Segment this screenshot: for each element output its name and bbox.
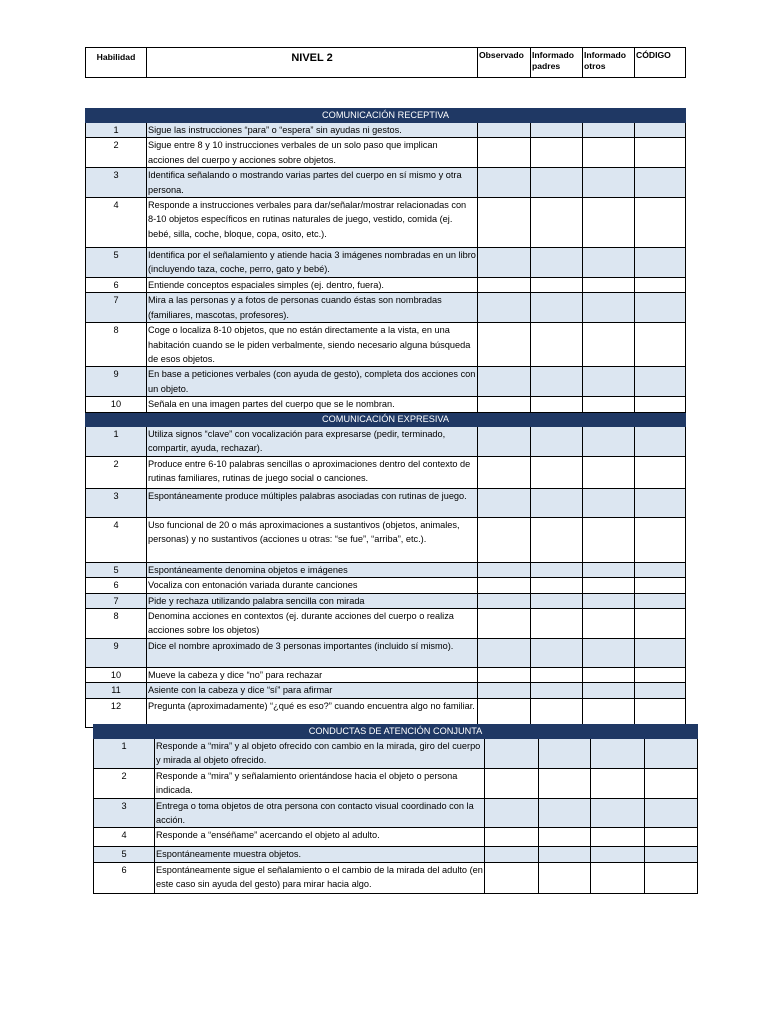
item-number: 7 [86, 293, 147, 323]
observado-cell[interactable] [478, 488, 531, 517]
informado-padres-cell[interactable] [531, 608, 583, 638]
table-row [94, 862, 698, 893]
item-text: Responde a “mira” y al objeto ofrecido con cambio en la mirada, giro del cuerpo y mirada al objeto ofrecido. [155, 739, 485, 769]
observado-cell[interactable] [478, 138, 531, 168]
observado-cell[interactable] [485, 847, 539, 862]
observado-cell[interactable] [478, 367, 531, 397]
table-row [86, 456, 686, 488]
item-number: 6 [94, 862, 155, 893]
table-row [86, 367, 686, 397]
codigo-cell[interactable] [635, 323, 686, 367]
section-title: COMUNICACIÓN EXPRESIVA [86, 412, 686, 426]
informado-padres-cell[interactable] [531, 367, 583, 397]
header-habilidad: Habilidad [86, 48, 147, 78]
informado-padres-cell[interactable] [531, 698, 583, 727]
codigo-cell[interactable] [635, 456, 686, 488]
item-number: 5 [94, 847, 155, 862]
table-row [86, 168, 686, 198]
observado-cell[interactable] [478, 198, 531, 248]
observado-cell[interactable] [478, 278, 531, 293]
informado-padres-cell[interactable] [539, 798, 591, 828]
item-text: Uso funcional de 20 o más aproximaciones a sustantivos (objetos, animales, personas) y no sustantivos (acciones u otras: “se fue”, “arriba”, etc.). [147, 517, 478, 562]
informado-otros-cell[interactable] [591, 798, 645, 828]
informado-otros-cell[interactable] [583, 608, 635, 638]
observado-cell[interactable] [485, 862, 539, 893]
codigo-cell[interactable] [635, 578, 686, 593]
item-number: 7 [86, 593, 147, 608]
informado-otros-cell[interactable] [583, 638, 635, 667]
item-number: 9 [86, 367, 147, 397]
informado-padres-cell[interactable] [531, 168, 583, 198]
informado-otros-cell[interactable] [583, 426, 635, 456]
table-row [86, 198, 686, 248]
item-number: 1 [86, 426, 147, 456]
observado-cell[interactable] [478, 517, 531, 562]
observado-cell[interactable] [478, 638, 531, 667]
item-text: Señala en una imagen partes del cuerpo que se le nombran. [147, 397, 478, 412]
informado-otros-cell[interactable] [583, 456, 635, 488]
table-row [94, 828, 698, 847]
informado-padres-cell[interactable] [531, 562, 583, 577]
item-number: 3 [86, 168, 147, 198]
item-text: Utiliza signos “clave” con vocalización para expresarse (pedir, terminado, compartir, ayuda, rechazar). [147, 426, 478, 456]
informado-otros-cell[interactable] [583, 198, 635, 248]
informado-otros-cell[interactable] [583, 123, 635, 138]
observado-cell[interactable] [478, 426, 531, 456]
informado-otros-cell[interactable] [583, 168, 635, 198]
informado-padres-cell[interactable] [531, 397, 583, 412]
informado-padres-cell[interactable] [531, 683, 583, 698]
informado-padres-cell[interactable] [531, 578, 583, 593]
item-text: Mueve la cabeza y dice “no” para rechazar [147, 667, 478, 682]
item-text: Responde a instrucciones verbales para dar/señalar/mostrar relacionadas con 8-10 objetos específicos en rutinas naturales de juego, vestido, comida (ej. bebé, silla, coche, bloque, copa, osito, etc.). [147, 198, 478, 248]
informado-otros-cell[interactable] [583, 138, 635, 168]
table-row [86, 578, 686, 593]
table-row [86, 517, 686, 562]
informado-padres-cell[interactable] [539, 847, 591, 862]
informado-padres-cell[interactable] [531, 517, 583, 562]
informado-padres-cell[interactable] [531, 638, 583, 667]
table-row [86, 698, 686, 727]
observado-cell[interactable] [478, 698, 531, 727]
table-row [86, 667, 686, 682]
item-text: Sigue entre 8 y 10 instrucciones verbales de un solo paso que implican acciones del cuerpo y acciones sobre objetos. [147, 138, 478, 168]
item-number: 3 [86, 488, 147, 517]
informado-otros-cell[interactable] [583, 488, 635, 517]
item-text: En base a peticiones verbales (con ayuda de gesto), completa dos acciones con un objeto. [147, 367, 478, 397]
observado-cell[interactable] [485, 739, 539, 769]
header-table [85, 47, 686, 78]
informado-padres-cell[interactable] [531, 278, 583, 293]
item-number: 4 [86, 517, 147, 562]
codigo-cell[interactable] [635, 608, 686, 638]
item-text: Produce entre 6-10 palabras sencillas o aproximaciones dentro del contexto de rutinas familiares, rutinas de juego social o canciones. [147, 456, 478, 488]
informado-otros-cell[interactable] [583, 248, 635, 278]
item-text: Responde a “enséñame” acercando el objeto al adulto. [155, 828, 485, 847]
observado-cell[interactable] [478, 123, 531, 138]
table-row [94, 847, 698, 862]
item-number: 10 [86, 397, 147, 412]
informado-otros-cell[interactable] [591, 768, 645, 798]
header-observado: Observado [478, 48, 531, 78]
informado-padres-cell[interactable] [531, 667, 583, 682]
codigo-cell[interactable] [635, 593, 686, 608]
table-row [86, 683, 686, 698]
codigo-cell[interactable] [635, 562, 686, 577]
observado-cell[interactable] [478, 578, 531, 593]
item-number: 1 [86, 123, 147, 138]
item-number: 9 [86, 638, 147, 667]
table-row [86, 323, 686, 367]
item-number: 12 [86, 698, 147, 727]
table-row [86, 278, 686, 293]
codigo-cell[interactable] [635, 248, 686, 278]
codigo-cell[interactable] [635, 278, 686, 293]
observado-cell[interactable] [478, 608, 531, 638]
observado-cell[interactable] [478, 323, 531, 367]
informado-padres-cell[interactable] [539, 862, 591, 893]
item-number: 6 [86, 278, 147, 293]
informado-otros-cell[interactable] [583, 397, 635, 412]
informado-otros-cell[interactable] [583, 562, 635, 577]
codigo-cell[interactable] [635, 138, 686, 168]
item-number: 2 [86, 456, 147, 488]
item-text: Identifica por el señalamiento y atiende hacia 3 imágenes nombradas en un libro (incluyendo taza, coche, perro, gato y bebé). [147, 248, 478, 278]
observado-cell[interactable] [478, 562, 531, 577]
item-number: 3 [94, 798, 155, 828]
informado-padres-cell[interactable] [531, 138, 583, 168]
item-text: Entiende conceptos espaciales simples (ej. dentro, fuera). [147, 278, 478, 293]
table-row [86, 138, 686, 168]
item-number: 10 [86, 667, 147, 682]
observado-cell[interactable] [478, 168, 531, 198]
item-text: Pregunta (aproximadamente) “¿qué es eso?” cuando encuentra algo no familiar. [147, 698, 478, 727]
table-row [86, 638, 686, 667]
item-text: Espontáneamente produce múltiples palabras asociadas con rutinas de juego. [147, 488, 478, 517]
item-text: Vocaliza con entonación variada durante canciones [147, 578, 478, 593]
table-row [86, 562, 686, 577]
item-text: Mira a las personas y a fotos de personas cuando éstas son nombradas (familiares, mascotas, profesores). [147, 293, 478, 323]
codigo-cell[interactable] [635, 683, 686, 698]
item-text: Asiente con la cabeza y dice “sí” para afirmar [147, 683, 478, 698]
item-number: 5 [86, 248, 147, 278]
observado-cell[interactable] [478, 593, 531, 608]
observado-cell[interactable] [478, 683, 531, 698]
item-text: Espontáneamente denomina objetos e imágenes [147, 562, 478, 577]
informado-otros-cell[interactable] [591, 847, 645, 862]
header-informado-otros: Informado otros [583, 48, 635, 78]
observado-cell[interactable] [478, 456, 531, 488]
skills-table-main [85, 108, 686, 728]
codigo-cell[interactable] [645, 828, 698, 847]
codigo-cell[interactable] [645, 847, 698, 862]
codigo-cell[interactable] [645, 798, 698, 828]
item-number: 8 [86, 323, 147, 367]
informado-padres-cell[interactable] [531, 488, 583, 517]
item-text: Sigue las instrucciones “para” o “espera” sin ayudas ni gestos. [147, 123, 478, 138]
item-text: Espontáneamente sigue el señalamiento o el cambio de la mirada del adulto (en este caso sin ayuda del gesto) para mirar hacia algo. [155, 862, 485, 893]
codigo-cell[interactable] [645, 768, 698, 798]
informado-padres-cell[interactable] [531, 123, 583, 138]
codigo-cell[interactable] [635, 517, 686, 562]
codigo-cell[interactable] [635, 426, 686, 456]
codigo-cell[interactable] [645, 862, 698, 893]
table-row [94, 768, 698, 798]
observado-cell[interactable] [485, 798, 539, 828]
informado-padres-cell[interactable] [539, 768, 591, 798]
item-number: 5 [86, 562, 147, 577]
table-row [94, 739, 698, 769]
item-text: Entrega o toma objetos de otra persona con contacto visual coordinado con la acción. [155, 798, 485, 828]
observado-cell[interactable] [485, 828, 539, 847]
informado-otros-cell[interactable] [583, 517, 635, 562]
header-codigo: CÓDIGO [635, 48, 686, 78]
informado-padres-cell[interactable] [531, 293, 583, 323]
codigo-cell[interactable] [635, 198, 686, 248]
item-number: 4 [86, 198, 147, 248]
item-text: Pide y rechaza utilizando palabra sencilla con mirada [147, 593, 478, 608]
item-number: 8 [86, 608, 147, 638]
codigo-cell[interactable] [635, 638, 686, 667]
item-number: 2 [86, 138, 147, 168]
informado-otros-cell[interactable] [583, 293, 635, 323]
section-title: CONDUCTAS DE ATENCIÓN CONJUNTA [94, 725, 698, 739]
informado-otros-cell[interactable] [583, 698, 635, 727]
section-title: COMUNICACIÓN RECEPTIVA [86, 109, 686, 123]
informado-otros-cell[interactable] [583, 667, 635, 682]
codigo-cell[interactable] [635, 123, 686, 138]
observado-cell[interactable] [478, 293, 531, 323]
codigo-cell[interactable] [635, 168, 686, 198]
informado-padres-cell[interactable] [531, 426, 583, 456]
informado-otros-cell[interactable] [583, 323, 635, 367]
item-number: 11 [86, 683, 147, 698]
item-text: Espontáneamente muestra objetos. [155, 847, 485, 862]
item-number: 2 [94, 768, 155, 798]
table-row [86, 608, 686, 638]
informado-otros-cell[interactable] [583, 683, 635, 698]
codigo-cell[interactable] [635, 367, 686, 397]
codigo-cell[interactable] [645, 739, 698, 769]
item-text: Dice el nombre aproximado de 3 personas importantes (incluido sí mismo). [147, 638, 478, 667]
informado-otros-cell[interactable] [591, 739, 645, 769]
observado-cell[interactable] [478, 667, 531, 682]
codigo-cell[interactable] [635, 293, 686, 323]
table-row [86, 397, 686, 412]
header-informado-padres: Informado padres [531, 48, 583, 78]
informado-padres-cell[interactable] [531, 456, 583, 488]
codigo-cell[interactable] [635, 397, 686, 412]
table-row [86, 488, 686, 517]
item-number: 4 [94, 828, 155, 847]
informado-otros-cell[interactable] [591, 828, 645, 847]
table-row [94, 798, 698, 828]
item-text: Identifica señalando o mostrando varias partes del cuerpo en sí mismo y otra persona. [147, 168, 478, 198]
observado-cell[interactable] [485, 768, 539, 798]
informado-otros-cell[interactable] [583, 593, 635, 608]
item-text: Coge o localiza 8-10 objetos, que no están directamente a la vista, en una habitación cuando se le piden verbalmente, siendo necesario alguna búsqueda de esos objetos. [147, 323, 478, 367]
informado-otros-cell[interactable] [591, 862, 645, 893]
item-number: 1 [94, 739, 155, 769]
observado-cell[interactable] [478, 397, 531, 412]
header-nivel: NIVEL 2 [147, 48, 478, 78]
informado-padres-cell[interactable] [539, 739, 591, 769]
codigo-cell[interactable] [635, 698, 686, 727]
table-row [86, 293, 686, 323]
informado-padres-cell[interactable] [531, 593, 583, 608]
informado-padres-cell[interactable] [531, 248, 583, 278]
item-text: Responde a “mira” y señalamiento orientándose hacia el objeto o persona indicada. [155, 768, 485, 798]
table-row [86, 248, 686, 278]
informado-otros-cell[interactable] [583, 578, 635, 593]
informado-otros-cell[interactable] [583, 367, 635, 397]
skills-table-atencion-conjunta [93, 724, 698, 894]
informado-padres-cell[interactable] [531, 323, 583, 367]
observado-cell[interactable] [478, 248, 531, 278]
codigo-cell[interactable] [635, 488, 686, 517]
table-row [86, 426, 686, 456]
informado-padres-cell[interactable] [539, 828, 591, 847]
item-number: 6 [86, 578, 147, 593]
codigo-cell[interactable] [635, 667, 686, 682]
item-text: Denomina acciones en contextos (ej. durante acciones del cuerpo o realiza acciones sobre los objetos) [147, 608, 478, 638]
informado-padres-cell[interactable] [531, 198, 583, 248]
informado-otros-cell[interactable] [583, 278, 635, 293]
table-row [86, 123, 686, 138]
table-row [86, 593, 686, 608]
